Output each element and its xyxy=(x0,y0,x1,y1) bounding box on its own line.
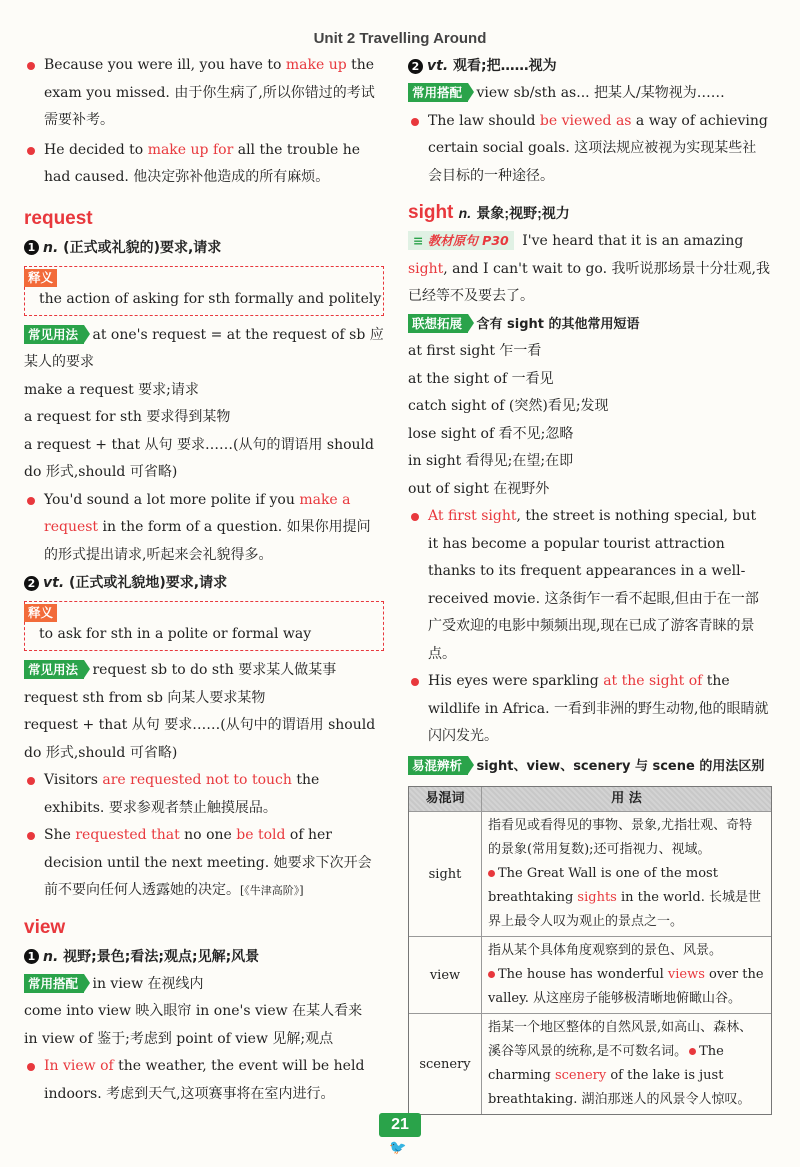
page-header: Unit 2 Travelling Around xyxy=(313,30,487,47)
extension-tag: 联想拓展 xyxy=(408,314,468,333)
view-collocation: 常用搭配 view sb/sth as... 把某人/某物视为…… xyxy=(408,80,770,108)
phrase-item: catch sight of (突然)看见;发现 xyxy=(408,398,609,414)
headword-request: request xyxy=(24,207,93,229)
page-number: 21 xyxy=(379,1113,421,1137)
bullet-icon xyxy=(411,678,419,686)
usage-1: 常见用法 at one's request = at the request of sb 应某人的要求 xyxy=(24,326,384,370)
phrase-item: at first sight 乍一看 xyxy=(408,343,542,359)
bullet-icon xyxy=(411,513,419,521)
sense-1: 1 n. 视野;景色;看法;观点;见解;风景 xyxy=(24,943,384,971)
bullet-icon xyxy=(27,1063,35,1071)
extension-heading: 联想拓展 含有 sight 的其他常用短语 xyxy=(408,311,770,339)
usage-6: request sth from sb 向某人要求某物 xyxy=(24,689,266,706)
sense-2: 2 vt. (正式或礼貌地)要求,请求 xyxy=(24,569,384,597)
bullet-icon xyxy=(27,777,35,785)
example-request-2: Visitors are requested not to touch the exhibits. 要求参观者禁止触摸展品。 xyxy=(24,767,384,822)
collocation-2: come into view 映入眼帘 in one's view 在某人看来 xyxy=(24,1003,363,1019)
bullet-icon xyxy=(689,1048,696,1055)
example-view-2: The law should be viewed as a way of achieving certain social goals. 这项法规应被视为实现某些社会目标的一种途径。 xyxy=(408,108,770,191)
collocation-3: in view of 鉴于;考虑到 point of view 见解;观点 xyxy=(24,1030,334,1047)
comparison-tag: 易混辨析 xyxy=(408,756,468,775)
phrase-item: at the sight of 一看见 xyxy=(408,370,554,387)
bullet-icon xyxy=(27,62,35,70)
usage-4: a request + that 从句 要求……(从句的谓语用 should do 形式,should 可省略) xyxy=(24,436,374,480)
bullet-icon xyxy=(411,118,419,126)
bullet-icon xyxy=(488,971,495,978)
usage-3: a request for sth 要求得到某物 xyxy=(24,409,231,425)
definition-label: 释义 xyxy=(24,269,57,287)
collocation-tag: 常用搭配 xyxy=(24,974,84,993)
example-sight-2: His eyes were sparkling at the sight of the wildlife in Africa. 一看到非洲的野生动物,他的眼睛就闪闪发光。 xyxy=(408,668,770,751)
table-row: view 指从某个具体角度观察到的景色、风景。 The house has wonderful views over the valley. 从这座房子能够极清晰地俯瞰山谷。 xyxy=(409,936,771,1013)
textbook-tag: ≡ 教材原句 P30 xyxy=(408,231,514,250)
textbook-sentence: ≡ 教材原句 P30 I've heard that it is an amazing sight, and I can't wait to go. 我听说那场景十分壮观,我已经等不及要去了。 xyxy=(408,233,770,304)
example-sight-1: At first sight, the street is nothing special, but it has become a popular tourist attraction thanks to its frequent appearances in a well-received movie. 这条街乍一看不起眼,但由于在一部广受欢迎的电影中频频出现,现在已成了游客青睐的景点。 xyxy=(408,503,770,668)
example-request-1: You'd sound a lot more polite if you make a request in the form of a question. 如果你用提问的形式提出请求,听起来会礼貌得多。 xyxy=(24,487,384,570)
usage-tag: 常见用法 xyxy=(24,660,84,679)
definition-box: 释义 the action of asking for sth formally and politely xyxy=(24,266,384,316)
comparison-heading: 易混辨析 sight、view、scenery 与 scene 的用法区别 xyxy=(408,753,770,781)
bird-icon: 🐦 xyxy=(389,1140,407,1156)
definition-label: 释义 xyxy=(24,604,57,622)
usage-5: 常见用法 request sb to do sth 要求某人做某事 xyxy=(24,657,384,685)
table-row: scenery 指某一个地区整体的自然风景,如高山、森林、溪谷等风景的统称,是不可数名词。 The charming scenery of the lake is just breathtaking. 湖泊那迷人的风景令人惊叹。 xyxy=(409,1013,771,1114)
left-column xyxy=(24,52,384,1108)
usage-7: request + that 从句 要求……(从句中的谓语用 should do 形式,should 可省略) xyxy=(24,717,376,761)
usage-tag: 常见用法 xyxy=(24,325,84,344)
bullet-icon xyxy=(488,870,495,877)
table-header: 易混词 用 法 xyxy=(409,787,771,811)
definition-box: 释义 to ask for sth in a polite or formal way xyxy=(24,601,384,651)
comparison-table xyxy=(408,786,772,1115)
phrase-item: in sight 看得见;在望;在即 xyxy=(408,453,574,469)
example-view-1: In view of the weather, the event will be held indoors. 考虑到天气,这项赛事将在室内进行。 xyxy=(24,1053,384,1108)
bullet-icon xyxy=(27,497,35,505)
collocation-1: 常用搭配 in view 在视线内 xyxy=(24,971,384,999)
phrase-item: lose sight of 看不见;忽略 xyxy=(408,425,574,442)
right-column xyxy=(408,52,770,1115)
phrase-item: out of sight 在视野外 xyxy=(408,480,550,497)
bullet-icon xyxy=(27,832,35,840)
usage-2: make a request 要求;请求 xyxy=(24,381,199,398)
headword-view: view xyxy=(24,916,66,938)
sense-1: 1 n. (正式或礼貌的)要求,请求 xyxy=(24,234,384,262)
collocation-tag: 常用搭配 xyxy=(408,83,468,102)
view-sense-2: 2 vt. 观看;把……视为 xyxy=(408,52,770,80)
example-request-3: She requested that no one be told of her decision until the next meeting. 她要求下次开会前不要向任何人透露她的决定。[《牛津高阶》] xyxy=(24,822,384,905)
table-row: sight 指看见或看得见的事物、景象,尤指壮观、奇特的景象(常用复数);还可指视力、视域。 The Great Wall is one of the most breathtaking sights in the world. 长城是世界上最令人叹为观止的景点之一。 xyxy=(409,811,771,936)
bullet-icon xyxy=(27,147,35,155)
example-make-up-for: He decided to make up for all the trouble he had caused. 他决定弥补他造成的所有麻烦。 xyxy=(24,137,384,192)
example-make-up: Because you were ill, you have to make up the exam you missed. 由于你生病了,所以你错过的考试需要补考。 xyxy=(24,52,384,135)
headword-sight: sight n. 景象;视野;视力 xyxy=(408,202,570,223)
